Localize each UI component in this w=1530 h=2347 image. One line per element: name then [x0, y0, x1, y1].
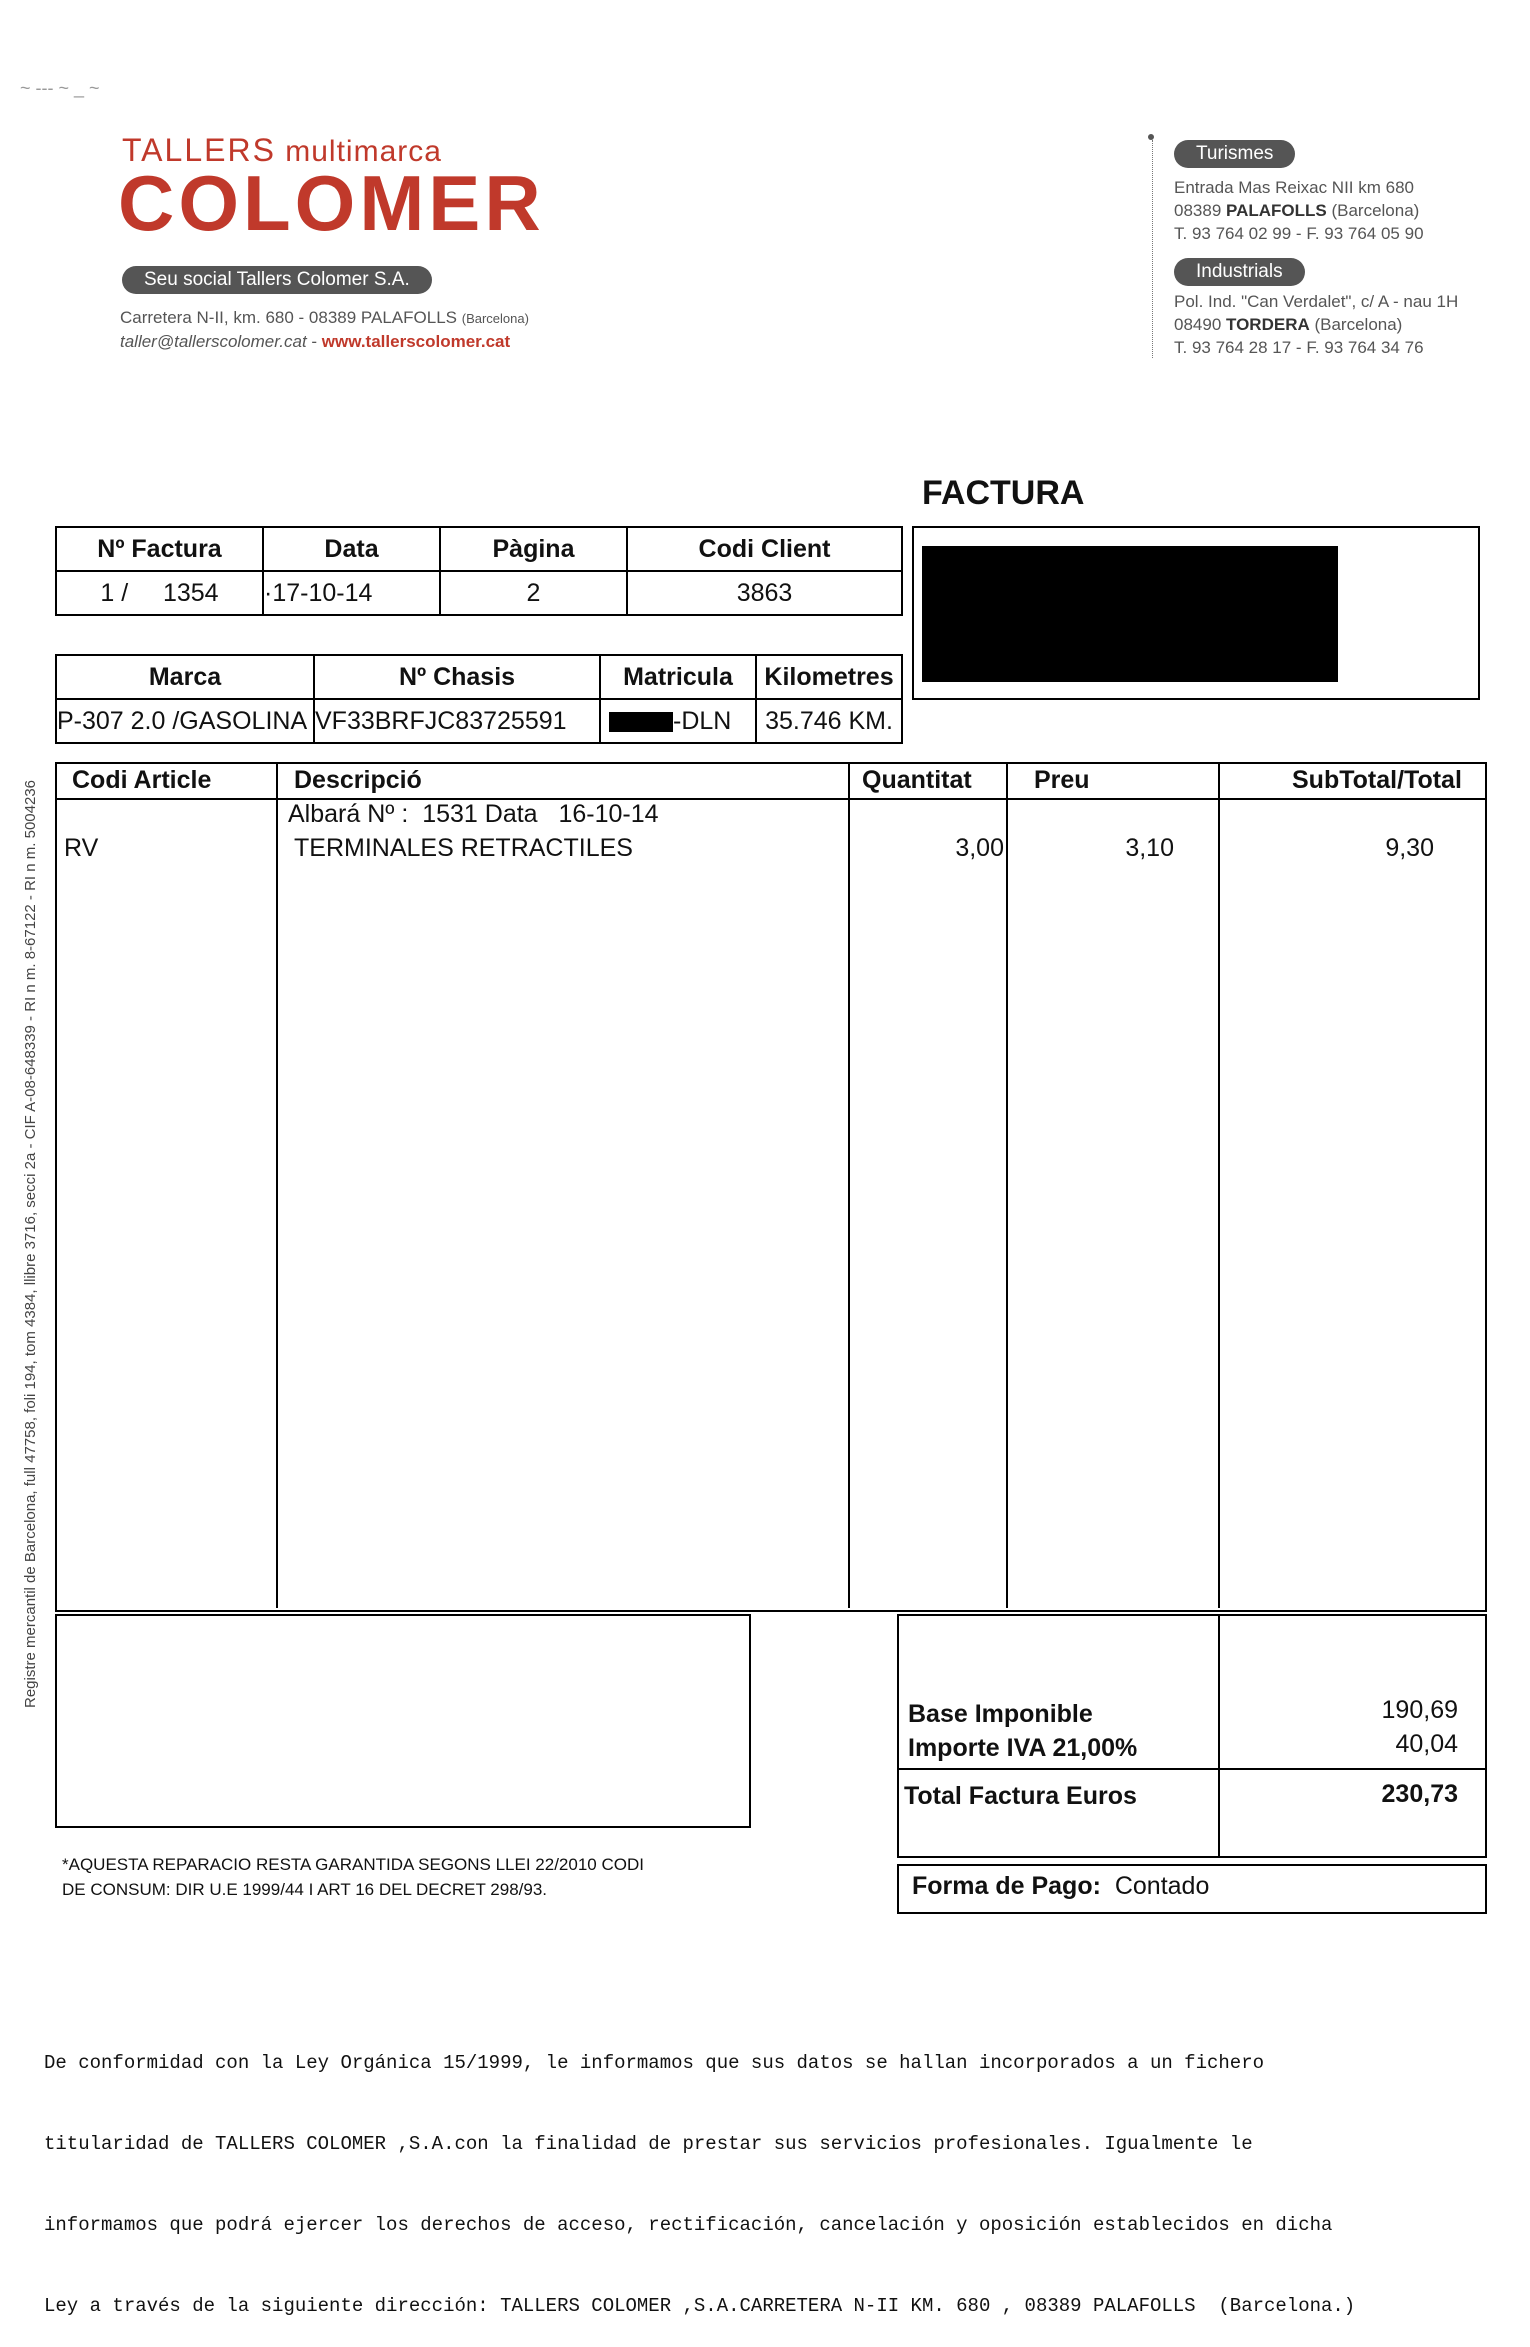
brand-logo: COLOMER: [118, 159, 545, 247]
client-code: 3863: [627, 571, 902, 615]
iva-value: 40,04: [1395, 1730, 1458, 1758]
col-divider-4: [1218, 762, 1220, 1608]
brand-tallers: TALLERS: [122, 132, 276, 168]
invoice-number: 1 / 1354: [56, 571, 263, 615]
client-redaction: [922, 546, 1338, 682]
address-region: (Barcelona): [461, 311, 529, 326]
hdr-matricula: Matricula: [600, 655, 756, 699]
address-line: Carretera N-II, km. 680 - 08389 PALAFOLLS: [120, 308, 457, 327]
seat-pill: Seu social Tallers Colomer S.A.: [122, 266, 432, 294]
hdr-client-code: Codi Client: [627, 527, 902, 571]
lines-header-rule: [55, 798, 1485, 800]
contact-separator: -: [306, 332, 322, 351]
albara-line: Albará Nº : 1531 Data 16-10-14: [288, 800, 659, 828]
page-title: FACTURA: [922, 474, 1085, 512]
item-price: 3,10: [1125, 834, 1174, 862]
col-divider-2: [848, 762, 850, 1608]
payment-value: Contado: [1114, 1872, 1210, 1900]
base-label: Base Imponible: [908, 1700, 1093, 1728]
vehicle-matricula: -DLN: [600, 699, 756, 743]
hdr-quantity: Quantitat: [862, 766, 972, 794]
website-link[interactable]: www.tallerscolomer.cat: [321, 332, 511, 351]
turismes-pill: Turismes: [1174, 140, 1295, 168]
totals-rule: [897, 1768, 1485, 1770]
company-address: [120, 308, 529, 328]
item-code: RV: [64, 834, 99, 862]
base-value: 190,69: [1381, 1696, 1458, 1724]
hdr-page: Pàgina: [440, 527, 627, 571]
branch-divider: [1152, 140, 1154, 358]
item-total: 9,30: [1385, 834, 1434, 862]
hdr-date: Data: [263, 527, 440, 571]
hdr-marca: Marca: [56, 655, 314, 699]
invoice-header-table: [55, 526, 903, 616]
vehicle-chasis: VF33BRFJC83725591: [314, 699, 600, 743]
hdr-kilometres: Kilometres: [756, 655, 902, 699]
notes-box: [55, 1614, 751, 1828]
legal-notice: De conformidad con la Ley Orgánica 15/1999, le informamos que sus datos se hallan incorporados a un fichero titularidad de TALLERS COLOMER ,S.A.con la finalidad de prestar sus servicios profesionales. Igualmente le informamos que podrá ejercer los derechos de acceso, rectificación, cancelación y oposición establecidos en dicha Ley a través de la siguiente dirección: TALLERS COLOMER ,S.A.CARRETERA N-II KM. 680 , 08389 PALAFOLLS (Barcelona.): [44, 2052, 1356, 2317]
brand-multimarca: multimarca: [285, 135, 442, 168]
warranty-note: *AQUESTA REPARACIO RESTA GARANTIDA SEGONS LLEI 22/2010 CODI DE CONSUM: DIR U.E 1999/44 I ART 16 DEL DECRET 298/93.: [62, 1855, 644, 1899]
industrials-pill: Industrials: [1174, 258, 1305, 286]
turismes-line1: Entrada Mas Reixac NII km 680: [1174, 178, 1414, 197]
col-divider-3: [1006, 762, 1008, 1608]
payment-row: [912, 1872, 1209, 1901]
turismes-address: [1174, 176, 1424, 245]
plate-redaction: [609, 712, 673, 732]
item-quantity: 3,00: [955, 834, 1004, 862]
hdr-invoice-number: Nº Factura: [56, 527, 263, 571]
total-value: 230,73: [1381, 1780, 1458, 1808]
email-link[interactable]: taller@tallerscolomer.cat: [120, 332, 307, 351]
hdr-subtotal: SubTotal/Total: [1292, 766, 1462, 794]
lines-box: [55, 762, 1487, 1612]
hdr-article-code: Codi Article: [72, 766, 212, 794]
total-label: Total Factura Euros: [904, 1782, 1137, 1810]
invoice-page: 2: [440, 571, 627, 615]
industrials-line2: 08490 TORDERA (Barcelona): [1174, 315, 1403, 334]
registry-info: Registre mercantil de Barcelona, full 47758, foli 194, tom 4384, llibre 3716, secci 2a - CIF A-08-648339 - RI n m. 8-67122 - RI n m. 5004236: [22, 779, 39, 1708]
hdr-description: Descripció: [294, 766, 422, 794]
scan-mark: ~ --- ~ _ ~: [20, 78, 100, 98]
vehicle-table: [55, 654, 903, 744]
hdr-price: Preu: [1034, 766, 1090, 794]
vehicle-marca: P-307 2.0 /GASOLINA: [56, 699, 314, 743]
company-contact: [120, 332, 510, 352]
payment-label: Forma de Pago:: [912, 1872, 1101, 1900]
industrials-line1: Pol. Ind. "Can Verdalet", c/ A - nau 1H: [1174, 292, 1459, 311]
col-divider-1: [276, 762, 278, 1608]
item-description: TERMINALES RETRACTILES: [294, 834, 633, 862]
invoice-date: ·17-10-14: [263, 571, 440, 615]
turismes-line2: 08389 PALAFOLLS (Barcelona): [1174, 201, 1420, 220]
hdr-chasis: Nº Chasis: [314, 655, 600, 699]
industrials-address: [1174, 290, 1458, 359]
iva-label: Importe IVA 21,00%: [908, 1734, 1138, 1762]
vehicle-km: 35.746 KM.: [756, 699, 902, 743]
turismes-phone: T. 93 764 02 99 - F. 93 764 05 90: [1174, 224, 1424, 243]
industrials-phone: T. 93 764 28 17 - F. 93 764 34 76: [1174, 338, 1424, 357]
